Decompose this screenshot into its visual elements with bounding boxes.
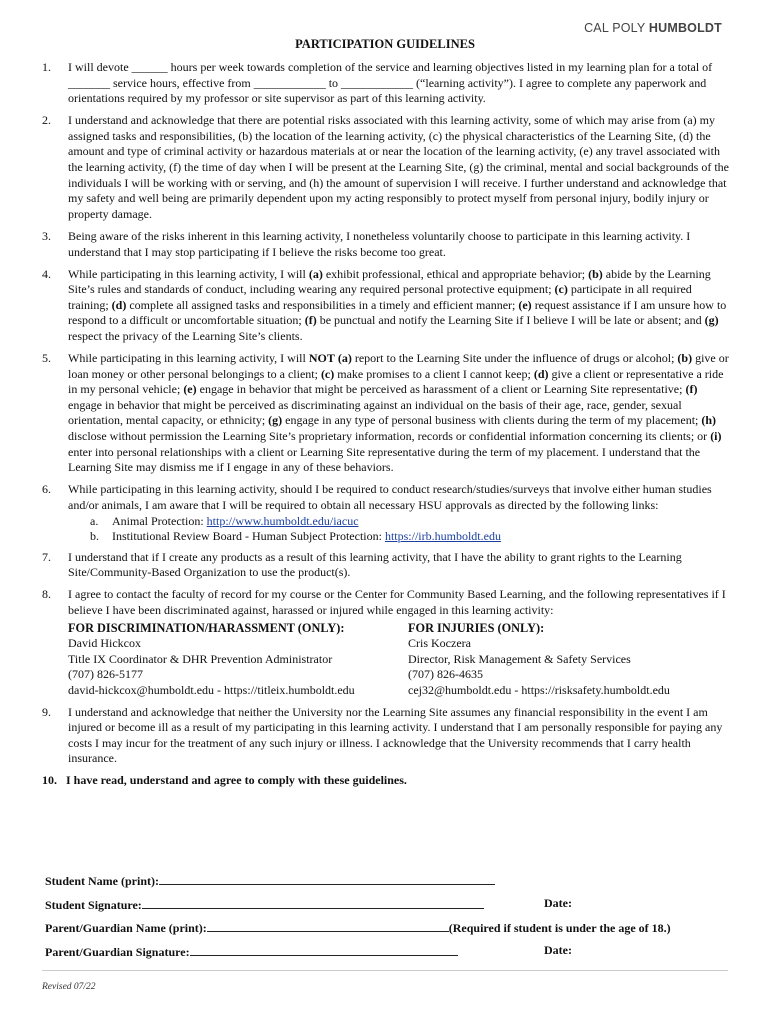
guideline-item-10: [42, 773, 732, 789]
contact-phone: (707) 826-5177: [68, 667, 143, 682]
contact-name: Cris Koczera: [408, 636, 471, 651]
age-requirement-note: (Required if student is under the age of 18.): [448, 921, 671, 935]
injury-contact: [408, 621, 728, 699]
item-number: 5.: [42, 351, 51, 366]
contact-email: cej32@humboldt.edu - https://risksafety.humboldt.edu: [408, 682, 670, 697]
item-number: 2.: [42, 113, 51, 128]
guideline-item-8: [42, 587, 732, 618]
logo-part2: HUMBOLDT: [648, 21, 722, 35]
item-number: 8.: [42, 587, 51, 602]
parent-name-label: Parent/Guardian Name (print):: [45, 921, 207, 935]
item-text: While participating in this learning activity, I will NOT (a) report to the Learning Site under the influence of drugs or alcohol; (b) give or loan money or other personal belongings to a client; (c) make promises to a client I cannot keep; (d) give a client or representative a ride in my personal vehicle; (e) engage in behavior that might be perceived as harassment of a client or Learning Site representative; (f) engage in behavior that might be perceived as discriminating against an individual on the basis of their age, race, gender, sexual orientation, mental capacity, or ethnicity; (g) engage in any type of personal business with clients during the term of my placement; (h) disclose without permission the Learning Site’s proprietary information, records or confidential information concerning its clients; or (i) enter into personal relationships with a client or Learning Site representative during the term of my placement. I understand that the Learning Site may dismiss me if I engage in any of these behaviors.: [68, 351, 729, 475]
sub-item-b: b. Institutional Review Board - Human Subject Protection: https://irb.humboldt.edu: [90, 529, 501, 544]
parent-signature-field[interactable]: [190, 943, 458, 956]
iacuc-link[interactable]: http://www.humboldt.edu/iacuc: [206, 513, 359, 528]
item-number: 4.: [42, 266, 51, 281]
item-text: Being aware of the risks inherent in this learning activity, I nonetheless voluntarily choose to participate in this learning activity. I understand that I may stop participating if I believe the risks become too great.: [68, 228, 691, 259]
revised-date: Revised 07/22: [42, 982, 96, 992]
guidelines-list: [42, 60, 732, 796]
contact-email: david-hickcox@humboldt.edu - https://titleix.humboldt.edu: [68, 682, 355, 697]
guideline-item-2: [42, 113, 732, 222]
student-name-label: Student Name (print):: [45, 874, 159, 888]
date-label-2: Date:: [544, 943, 572, 957]
item-text: I understand that if I create any products as a result of this learning activity, that I have the ability to grant rights to the Learning Site/Community-Based Organization to use the product(s).: [68, 549, 682, 580]
contact-role: Director, Risk Management & Safety Services: [408, 651, 631, 666]
item-text: I have read, understand and agree to comply with these guidelines.: [66, 773, 407, 788]
parent-name-row: [45, 919, 671, 936]
guideline-item-1: [42, 60, 732, 107]
item-text: While participating in this learning activity, I will (a) exhibit professional, ethical and appropriate behavior; (b) abide by the Learning Site’s rules and standards of conduct, including wearing any required personal protective equipment; (c) participate in all required training; (d) complete all assigned tasks and responsibilities in a timely and efficient manner; (e) request assistance if I am unsure how to respond to a difficult or uncomfortable situation; (f) be punctual and notify the Learning Site if I believe I will be late or absent; and (g) respect the privacy of the Learning Site’s clients.: [68, 266, 727, 343]
cal-poly-humboldt-logo: [584, 21, 722, 35]
item-number: 7.: [42, 549, 51, 564]
irb-link[interactable]: https://irb.humboldt.edu: [384, 529, 501, 544]
contact-heading: FOR DISCRIMINATION/HARASSMENT (ONLY):: [68, 620, 345, 635]
item-number: 6.: [42, 482, 51, 497]
student-signature-row: [45, 896, 484, 913]
contact-role: Title IX Coordinator & DHR Prevention Administrator: [68, 651, 333, 666]
contact-heading: FOR INJURIES (ONLY):: [408, 620, 545, 635]
footer-divider: [42, 970, 728, 971]
guideline-item-5: [42, 351, 732, 476]
parent-signature-row: [45, 943, 458, 960]
page-title: PARTICIPATION GUIDELINES: [295, 37, 475, 51]
item-text: I agree to contact the faculty of record for my course or the Center for Community Based Learning, and the following representatives if I believe I have been discriminated against, harassed or injured while engaged in this learning activity:: [68, 587, 726, 617]
guideline-item-9: [42, 705, 732, 767]
item-text: While participating in this learning activity, should I be required to conduct research/studies/surveys that involve either human studies and/or animals, I am aware that I will be required to obtain all necessary HSU approvals as directed by the following links:: [68, 482, 712, 512]
contacts-block: [68, 621, 732, 699]
item-text: I will devote ______ hours per week towards completion of the service and learning objectives listed in my learning plan for a total of _______ service hours, effective from ____________ to ____________ (“learning activity”). I agree to complete any paperwork and orientations required by my professor or site supervisor as part of this learning activity.: [68, 60, 713, 106]
parent-signature-label: Parent/Guardian Signature:: [45, 945, 190, 959]
item-number: 1.: [42, 60, 51, 74]
student-signature-label: Student Signature:: [45, 898, 142, 912]
student-name-row: [45, 872, 495, 889]
contact-name: David Hickcox: [68, 636, 141, 651]
guideline-item-3: [42, 229, 732, 260]
discrimination-contact: [68, 621, 408, 699]
guideline-item-7: [42, 550, 732, 581]
item-number: 3.: [42, 228, 51, 243]
sub-item-a: a. Animal Protection: http://www.humboldt.edu/iacuc: [90, 513, 359, 528]
item-text: I understand and acknowledge that there are potential risks associated with this learning activity, some of which may arise from (a) my assigned tasks and responsibilities, (b) the location of the learning activity, (c) the physical characteristics of the Learning Site, (d) the amount and type of criminal activity or hazardous materials at or near the location of the learning activity, (e) any travel associated with the learning activity, (f) the time of day when I will be present at the Learning Site, (g) the criminal, mental and social backgrounds of the individuals I will be working with or serving, and (h) the amount of supervision I will receive. I further understand and acknowledge that my safety and well being are primarily dependent upon my acting responsibly to protect myself from personal injury, bodily injury or property damage.: [68, 113, 730, 221]
guideline-item-6: [42, 482, 732, 544]
student-name-field[interactable]: [159, 872, 495, 885]
item-number: 10.: [42, 773, 57, 788]
item-text: I understand and acknowledge that neither the University nor the Learning Site assumes any financial responsibility in the event I am injured or become ill as a result of my participating in this learning activity. I understand that I am personally responsible for paying any costs I may incur for the treatment of any such injury or illness. I acknowledge that the University recommends that I carry health insurance.: [68, 704, 723, 766]
guideline-item-4: [42, 267, 732, 345]
student-signature-field[interactable]: [142, 896, 484, 909]
parent-name-field[interactable]: [207, 919, 449, 932]
logo-part1: CAL POLY: [584, 21, 649, 35]
item-number: 9.: [42, 704, 51, 719]
date-label-1: Date:: [544, 896, 572, 910]
contact-phone: (707) 826-4635: [408, 667, 483, 682]
